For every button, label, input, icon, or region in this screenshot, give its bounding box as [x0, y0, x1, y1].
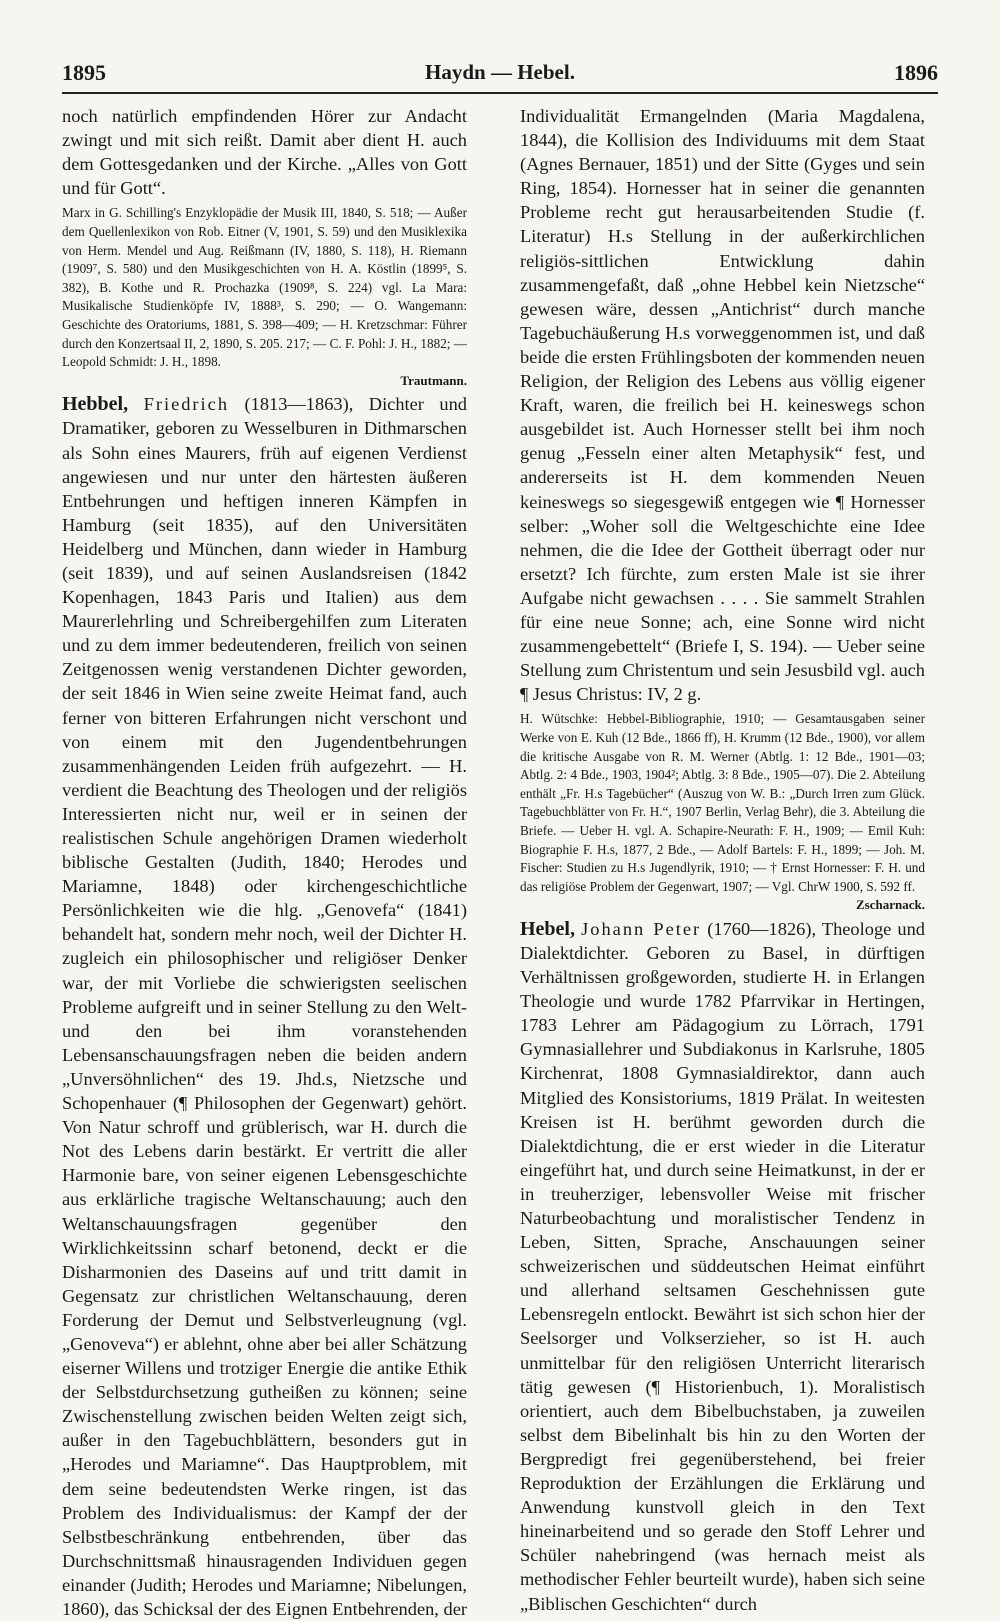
hebel-lemma: Hebel,: [520, 917, 575, 940]
running-title: Haydn — Hebel.: [425, 60, 575, 84]
haydn-article-author: Trautmann.: [400, 372, 467, 388]
haydn-conclusion: noch natürlich empfindenden Hörer zur Andacht zwingt und mit sich reißt. Damit aber dient H. auch dem Gottesgedanken und der Kirche. „Alles von Gott und für Gott“.: [62, 106, 467, 199]
hebbel-lemma-name: Friedrich: [143, 394, 230, 415]
hebel-lemma-name: Johann Peter: [581, 918, 702, 939]
haydn-literature: [62, 204, 467, 390]
hebbel-lemma: Hebbel,: [62, 393, 129, 416]
hebbel-literature-text: H. Wütschke: Hebbel-Bibliographie, 1910; — Gesamtausgaben seiner Werke von E. Kuh (12 Bde., 1866 ff), H. Krumm (12 Bde., 1900), vor allem die kritische Ausgabe von R. M. Werner (Abtlg. 1: 12 Bde., 1901—03; Abtlg. 2: 4 Bde., 1903, 1904²; Abtlg. 3: 8 Bde., 1905—07). Die 2. Abteilung enthält „Fr. H.s Tagebücher“ (Auszug von W. B.: „Durch Irren zum Glück. Tagebuchblätter von Fr. H.“, 1907 Berlin, Verlag Behr), die 3. Abteilung die Briefe. — Ueber H. vgl. A. Schapire-Neurath: F. H., 1909; — Emil Kuh: Biographie F. H.s, 1877, 2 Bde., — Adolf Bartels: F. H., 1899; — Joh. M. Fischer: Studien zu H.s Jugendlyrik, 1910; — † Ernst Hornesser: F. H. und das religiöse Problem der Gegenwart, 1907; — Vgl. ChrW 1900, S. 592 ff.: [520, 711, 925, 894]
haydn-literature-text: Marx in G. Schilling's Enzyklopädie der Musik III, 1840, S. 518; — Außer dem Quellenlexikon von Rob. Eitner (V, 1901, S. 59) und den Musiklexika von Herm. Mendel und Aug. Reißmann (IV, 1880, S. 118), H. Riemann (1909⁷, S. 580) und den Musikgeschichten von H. A. Köstlin (1899⁵, S. 382), B. Kothe und R. Prochazka (1909⁸, S. 224) vgl. La Mara: Musikalische Studienköpfe IV, 1888³, S. 290; — O. Wangemann: Geschichte des Oratoriums, 1881, S. 398—409; — H. Kretzschmar: Führer durch den Konzertsaal II, 2, 1890, S. 205. 217; — C. F. Pohl: J. H., 1882; — Leopold Schmidt: J. H., 1898.: [62, 205, 467, 370]
hebbel-literature: [520, 710, 925, 915]
hebbel-article-text: (1813—1863), Dichter und Dramatiker, geboren zu Wesselburen in Dithmarschen als Sohn eines Maurers, früh auf eigenen Verdienst angewiesen und nur unter den härtesten äußeren Entbehrungen und heftigen inneren Kämpfen in Hamburg (seit 1835), auf den Universitäten Heidelberg und München, dann wieder in Hamburg (seit 1839), und auf seinen Auslandsreisen (1842 Kopenhagen, 1843 Paris und Italien) aus dem Maurerlehrling und Schreibergehilfen zum Literaten und zu dem immer bedeutenderen, freilich von seinen Zeitgenossen wenig verstandenen Dichter geworden, der seit 1846 in Wien seine zweite Heimat fand, auch ferner von bitteren Erfahrungen nicht verschont und von einem mit den Jugendentbehrungen zusammenhängenden Leiden früh aufgezehrt. — H. verdient die Beachtung des Theologen und der religiös Interessierten nicht nur, weil er in seinen der realistischen Schule angehörigen Dramen wiederholt biblische Gestalten (Judith, 1840; Herodes und Mariamne, 1848) oder kirchengeschichtliche Persönlichkeiten wie die hlg. „Genovefa“ (1841) behandelt hat, sondern mehr noch, weil der Dichter H. zugleich ein philosophischer und religiöser Denker war, der mit Vorliebe die schwierigsten seelischen Probleme aufgreift und in seiner Stellung zu den Welt- und den bei ihm voranstehenden Lebensanschauungsfragen neben die beiden andern „Unversöhnlichen“ des 19. Jhd.s, Nietzsche und Schopenhauer (¶ Philosophen der Gegenwart) gehört. Von Natur schroff und grüblerisch, war H. durch die Not des Lebens darin bestärkt. Er vertritt die aller Harmonie bare, von seiner eigenen Lebensgeschichte aus erklärliche tragische Weltanschauung; auch den Weltanschauungsfragen gegenüber den Wirklichkeitssinn scharf betonend, deckt er die Disharmonien des Daseins auf und tritt damit in Gegensatz zur christlichen Weltanschauung, deren Forderung der Demut und Selbstverleugnung (vgl. „Genoveva“) er ablehnt, ohne aber bei aller Schätzung eiserner Willens und trotziger Energie die antike Ethik der Selbstdurchsetzung gutheißen zu können; seine Zwischenstellung zwischen beiden Welten zeigt sich, außer in den Tagebuchblättern, besonders gut in „Herodes und Mariamne“. Das Hauptproblem, mit dem seine bedeutendsten Werke ringen, ist das Problem des Individualismus: der Kampf der der Selbstbeschränkung entbehrenden, über das Durchschnittsmaß hinausragenden Individuen gegen einander (Judith; Herodes und Mariamne; Nibelungen, 1860), das Schicksal der des Eignen Entbehrenden, der: [62, 394, 467, 1619]
column-right: [520, 104, 925, 1614]
hebel-article: [520, 917, 925, 1616]
hebbel-article-author: Zscharnack.: [856, 897, 925, 913]
hebbel-article: [62, 392, 467, 1621]
column-left: [62, 104, 467, 1619]
page-header: [62, 56, 938, 94]
hebbel-continuation: Individualität Ermangelnden (Maria Magdalena, 1844), die Kollision des Individuums mit dem Staat (Agnes Bernauer, 1851) und der Sitte (Gyges und sein Ring, 1854). Hornesser hat in seiner die genannten Probleme recht gut herausarbeitenden Studie (f. Literatur) H.s Stellung in der außerkirchlichen religiös-sittlichen Entwicklung dahin zusammengefaßt, daß „ohne Hebbel kein Nietzsche“ gewesen wäre, dessen „Antichrist“ durch manche Tagebuchäußerung H.s vorweggenommen ist, und daß beide die ersten Frühlingsboten der kommenden neuen Religion, der Religion des Lebens aus völlig eigener Kraft, waren, die freilich bei H. keineswegs schon ausgebildet ist. Auch Hornesser stellt bei ihm noch genug „Fesseln einer alten Metaphysik“ fest, und andererseits ist H. dem kommenden Neuen keineswegs so siegesgewiß entgegen wie ¶ Hornesser selber: „Woher soll die Weltgeschichte eine Idee nehmen, die die Idee der Gottheit überragt oder nur ersetzt? Ich fürchte, zum ersten Male ist sie ihrer Aufgabe nicht gewachsen . . . . Sie sammelt Strahlen für eine neue Sonne; ach, eine Sonne wird nicht zusammengebettelt“ (Briefe I, S. 194). — Ueber seine Stellung zum Christentum und sein Jesusbild vgl. auch ¶ Jesus Christus: IV, 2 g.: [520, 106, 925, 705]
hebel-article-text: (1760—1826), Theologe und Dialektdichter. Geboren zu Basel, in dürftigen Verhältnissen großgeworden, studierte H. in Erlangen Theologie und wurde 1782 Pfarrvikar in Hertingen, 1783 Lehrer am Pädagogium zu Lörrach, 1791 Gymnasiallehrer und Subdiakonus in Karlsruhe, 1805 Kirchenrat, 1808 Gymnasialdirektor, dann auch Mitglied des Konsistoriums, 1819 Prälat. In weitesten Kreisen ist H. berühmt geworden durch die Dialektdichtung, die er erst wieder in die Literatur eingeführt hat, und durch seine Heimatkunst, in der er in treuherziger, lebensvoller Weise mit frischer Naturbeobachtung und moralistischer Tendenz in Leben, Sitten, Sprache, Anschauungen seiner schweizerischen und süddeutschen Heimat einführt und allerhand seltsamen Geschehnissen gute Lebensregeln entlockt. Bewährt ist sich schon hier der Seelsorger und Volkserzieher, so ist H. auch unmittelbar für den religiösen Unterricht literarisch tätig gewesen (¶ Historienbuch, 1). Moralistisch orientiert, auch dem Bibelbuchstaben, ja zuweilen selbst dem Bibelinhalt bis hin zu den Worten der Bergpredigt frei gegenüberstehend, bei freier Reproduktion der Erzählungen die Erklärung und Anwendung kunstvoll gleich in den Text hineinarbeitend und so gerade den Stoff Lehrer und Schüler nahebringend (was hernach meist als methodischer Fehler beurteilt wurde), haben sich seine „Biblischen Geschichten“ durch: [520, 918, 925, 1614]
page-number-right: 1896: [894, 60, 938, 85]
page-number-left: 1895: [62, 60, 106, 85]
